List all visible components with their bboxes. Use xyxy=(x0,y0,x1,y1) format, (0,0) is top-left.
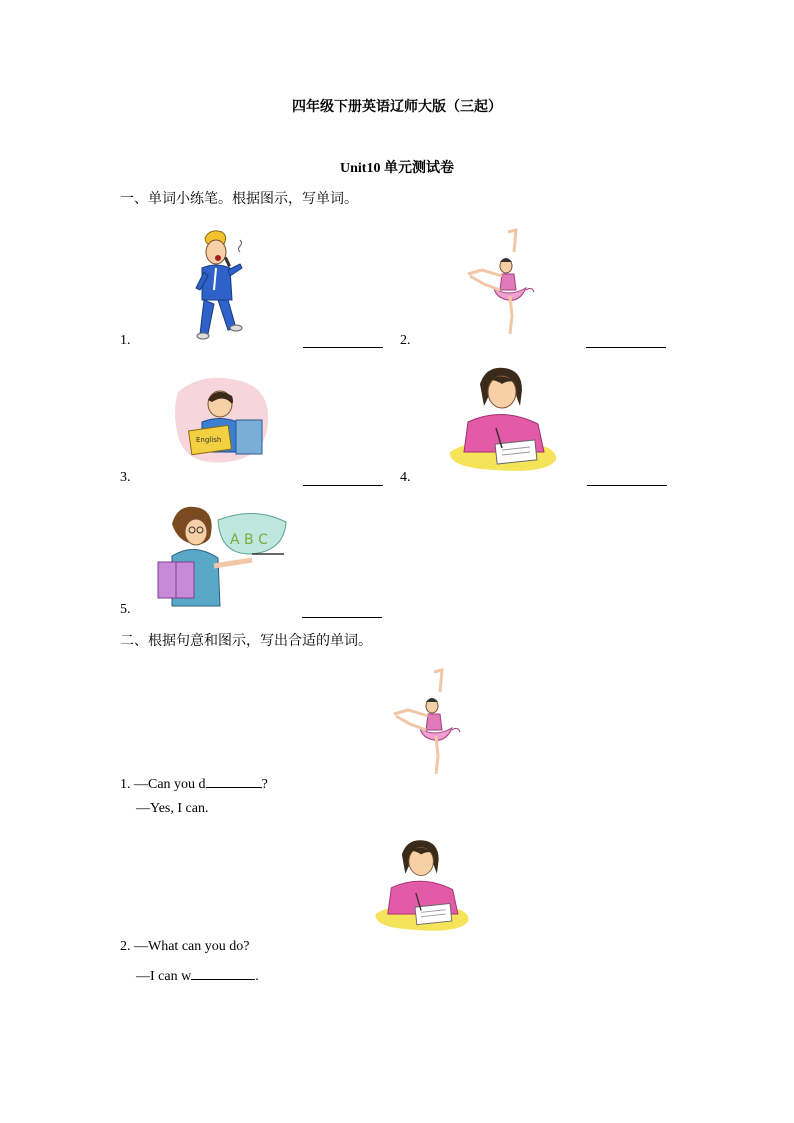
page-subtitle: Unit10 单元测试卷 xyxy=(340,161,454,176)
item-2-number: 2. xyxy=(400,333,411,348)
item-4-number: 4. xyxy=(400,470,411,485)
writing-girl-icon xyxy=(446,366,560,474)
page-title: 四年级下册英语辽师大版（三起） xyxy=(292,100,502,115)
board-label: A B C xyxy=(230,532,268,548)
teacher-icon xyxy=(154,502,290,610)
question-1-answer: —Yes, I can. xyxy=(136,801,209,816)
item-3-number: 3. xyxy=(120,470,131,485)
section-1-heading: 一、单词小练笔。根据图示，写单词。 xyxy=(120,192,358,207)
question-1-prompt xyxy=(120,774,268,793)
question-1-suffix: ? xyxy=(261,777,268,792)
question-2-answer xyxy=(136,966,259,985)
reading-boy-icon xyxy=(172,372,272,466)
item-5-number: 5. xyxy=(120,602,131,617)
ballet-dancer-icon xyxy=(390,668,470,778)
item-2-answer-blank[interactable] xyxy=(586,347,666,348)
ballet-dancer-icon xyxy=(464,228,544,338)
book-label: English xyxy=(196,436,222,444)
question-2-prefix: —I can w xyxy=(136,969,192,984)
writing-girl-icon xyxy=(372,832,472,940)
question-2-suffix: . xyxy=(255,969,259,984)
singing-boy-icon xyxy=(188,228,252,342)
item-5-answer-blank[interactable] xyxy=(302,617,382,618)
item-1-answer-blank[interactable] xyxy=(303,347,383,348)
question-2-prompt: 2. —What can you do? xyxy=(120,939,250,954)
item-1-number: 1. xyxy=(120,333,131,348)
section-2-heading: 二、根据句意和图示，写出合适的单词。 xyxy=(120,634,372,649)
item-4-answer-blank[interactable] xyxy=(587,485,667,486)
question-1-blank[interactable] xyxy=(206,774,262,788)
question-2-blank[interactable] xyxy=(191,966,255,980)
question-1-prefix: 1. —Can you d xyxy=(120,777,206,792)
item-3-answer-blank[interactable] xyxy=(303,485,383,486)
